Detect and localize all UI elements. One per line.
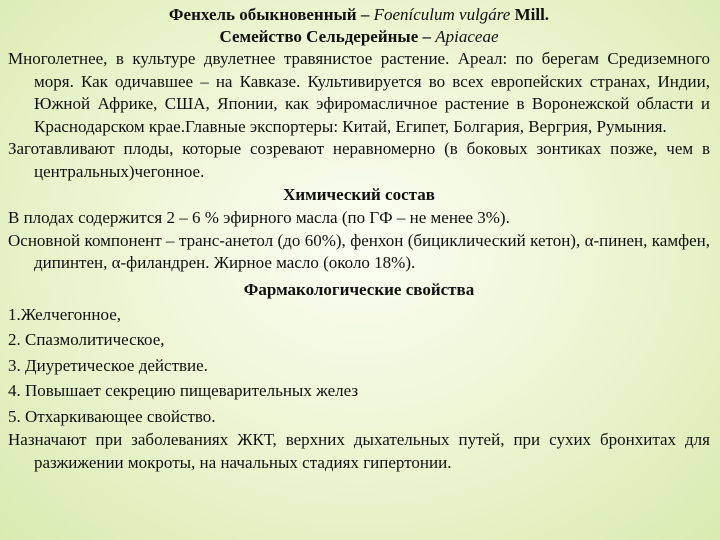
usage-paragraph: Назначают при заболеваниях ЖКТ, верхних дыхательных путей, при сухих бронхитах для разжижении мокроты, на начальных стадиях гипертонии. — [8, 430, 710, 472]
chemistry-paragraph-1: В плодах содержится 2 – 6 % эфирного масла (по ГФ – не менее 3%). — [8, 208, 510, 227]
description-paragraph: Многолетнее, в культуре двулетнее травянистое растение. Ареал: по берегам Средиземного моря. Как одичавшее – на Кавказе. Культивируется во всех европейских странах, Индии, Южной Африке, США, Японии, как эфиромасличное растение в Воронежской области и Краснодарском крае.Главные экспортеры: Китай, Египет, Болгария, Вергрия, Румыния. — [8, 49, 710, 136]
list-item: 1.Желчегонное, — [8, 304, 121, 324]
title-plant-name: Фенхель обыкновенный – — [168, 5, 374, 24]
list-item: 3. Диуретическое действие. — [8, 355, 208, 375]
harvest-paragraph: Заготавливают плоды, которые созревают неравномерно (в боковых зонтиках позже, чем в центральных)чегонное. — [8, 139, 710, 181]
list-item: 2. Спазмолитическое, — [8, 330, 165, 349]
family-name: Семейство Сельдерейные – — [219, 27, 436, 46]
list-item: 5. Отхаркивающее свойство. — [8, 406, 216, 426]
chemistry-paragraph-2: Основной компонент – транс-анетол (до 60%), фенхон (бициклический кетон), α-пинен, камфен, дипинтен, α-филандрен. Жирное масло (около 18%). — [8, 230, 710, 272]
pharmacology-heading: Фармакологические свойства — [243, 279, 475, 299]
family-title — [8, 26, 710, 48]
page-title — [8, 0, 710, 26]
title-author: Mill. — [510, 5, 550, 24]
family-latin-name: Apiaceae — [435, 27, 499, 46]
list-item: 4. Повышает секрецию пищеварительных желез — [8, 381, 359, 400]
title-latin-name: Foenículum vulgáre — [373, 5, 511, 24]
chemistry-heading: Химический состав — [283, 185, 435, 204]
